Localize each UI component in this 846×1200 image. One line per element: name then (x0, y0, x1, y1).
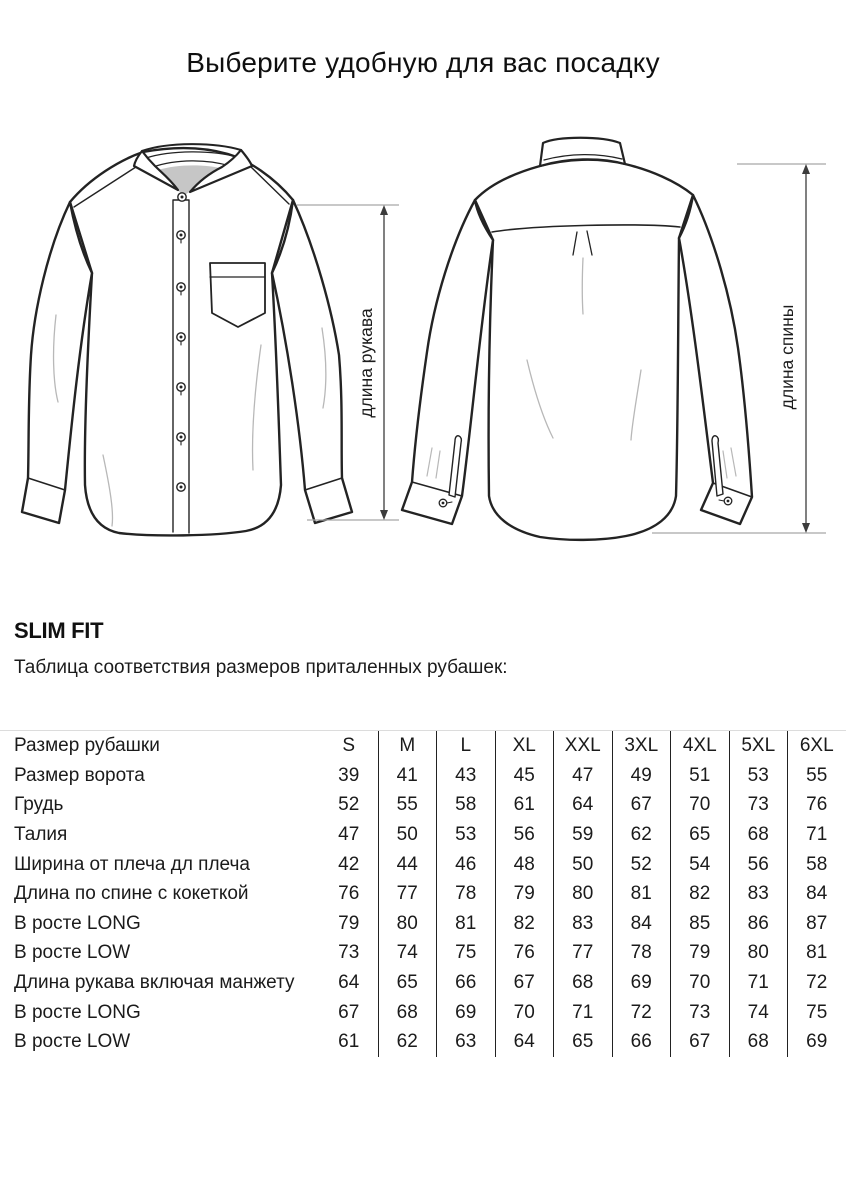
row-label: Ширина от плеча дл плеча (14, 853, 250, 875)
value-cell: 67 (671, 1027, 730, 1057)
value-cell: 74 (729, 997, 788, 1027)
value-cell: 53 (437, 820, 496, 850)
value-cell: 83 (554, 909, 613, 939)
value-cell: 45 (495, 761, 554, 791)
table-row (14, 879, 846, 909)
value-cell: 55 (788, 761, 846, 791)
row-label: Размер рубашки (14, 735, 160, 757)
value-cell: 70 (671, 968, 730, 998)
value-cell: 43 (437, 761, 496, 791)
value-cell: 50 (554, 849, 613, 879)
value-cell: 67 (495, 968, 554, 998)
table-row (14, 820, 846, 850)
value-cell: 82 (671, 879, 730, 909)
value-cell: 79 (338, 912, 360, 934)
value-cell: 56 (729, 849, 788, 879)
value-cell: 83 (729, 879, 788, 909)
value-cell: 75 (788, 997, 846, 1027)
value-cell: 67 (612, 790, 671, 820)
value-cell: 70 (495, 997, 554, 1027)
value-cell: 39 (338, 764, 360, 786)
value-cell: 73 (729, 790, 788, 820)
value-cell: 55 (378, 790, 437, 820)
shirt-back-drawing (402, 138, 752, 540)
sleeve-length-arrow (380, 205, 388, 520)
value-cell: 77 (554, 938, 613, 968)
size-header-cell: M (378, 731, 437, 761)
row-label: В росте LONG (14, 912, 141, 934)
value-cell: 81 (612, 879, 671, 909)
value-cell: 82 (495, 909, 554, 939)
row-label: Талия (14, 824, 68, 846)
size-header-cell: 5XL (729, 731, 788, 761)
value-cell: 78 (612, 938, 671, 968)
value-cell: 58 (437, 790, 496, 820)
size-header-cell: XXL (554, 731, 613, 761)
value-cell: 84 (612, 909, 671, 939)
row-label: Грудь (14, 794, 64, 816)
value-cell: 80 (729, 938, 788, 968)
value-cell: 68 (378, 997, 437, 1027)
value-cell: 66 (612, 1027, 671, 1057)
value-cell: 73 (671, 997, 730, 1027)
value-cell: 79 (671, 938, 730, 968)
value-cell: 62 (612, 820, 671, 850)
row-label: Размер ворота (14, 764, 145, 786)
value-cell: 76 (788, 790, 846, 820)
value-cell: 69 (788, 1027, 846, 1057)
table-row (14, 761, 846, 791)
value-cell: 56 (495, 820, 554, 850)
value-cell: 87 (788, 909, 846, 939)
value-cell: 62 (378, 1027, 437, 1057)
size-header-cell: L (437, 731, 496, 761)
value-cell: 85 (671, 909, 730, 939)
value-cell: 50 (378, 820, 437, 850)
value-cell: 48 (495, 849, 554, 879)
value-cell: 47 (338, 824, 360, 846)
back-length-label: длина спины (777, 304, 797, 410)
value-cell: 51 (671, 761, 730, 791)
value-cell: 71 (554, 997, 613, 1027)
value-cell: 41 (378, 761, 437, 791)
table-row (14, 790, 846, 820)
size-header-cell: 6XL (788, 731, 846, 761)
value-cell: 61 (495, 790, 554, 820)
table-row (14, 909, 846, 939)
value-cell: 54 (671, 849, 730, 879)
value-cell: 65 (671, 820, 730, 850)
value-cell: 74 (378, 938, 437, 968)
row-label: Длина рукава включая манжету (14, 972, 295, 994)
value-cell: 68 (729, 820, 788, 850)
value-cell: 65 (554, 1027, 613, 1057)
value-cell: 52 (612, 849, 671, 879)
table-row (14, 731, 846, 761)
value-cell: 76 (495, 938, 554, 968)
table-row (14, 997, 846, 1027)
value-cell: 72 (612, 997, 671, 1027)
value-cell: 47 (554, 761, 613, 791)
value-cell: 52 (338, 794, 360, 816)
shirt-diagram (0, 130, 846, 600)
row-label: В росте LONG (14, 1001, 141, 1023)
value-cell: 81 (437, 909, 496, 939)
table-row (14, 968, 846, 998)
size-header-cell: 3XL (612, 731, 671, 761)
value-cell: 58 (788, 849, 846, 879)
size-table (14, 731, 846, 1057)
size-header-cell: 4XL (671, 731, 730, 761)
value-cell: 68 (729, 1027, 788, 1057)
value-cell: 73 (338, 942, 360, 964)
value-cell: 79 (495, 879, 554, 909)
value-cell: 49 (612, 761, 671, 791)
value-cell: 42 (338, 853, 360, 875)
row-label: В росте LOW (14, 1031, 131, 1053)
page-title: Выберите удобную для вас посадку (186, 47, 660, 78)
value-cell: 53 (729, 761, 788, 791)
value-cell: 71 (788, 820, 846, 850)
value-cell: 44 (378, 849, 437, 879)
fit-subtitle: Таблица соответствия размеров приталенных рубашек: (14, 657, 508, 678)
value-cell: 46 (437, 849, 496, 879)
value-cell: 81 (788, 938, 846, 968)
value-cell: 64 (554, 790, 613, 820)
size-header-cell: S (342, 735, 356, 757)
value-cell: 68 (554, 968, 613, 998)
value-cell: 69 (437, 997, 496, 1027)
value-cell: 63 (437, 1027, 496, 1057)
row-label: В росте LOW (14, 942, 131, 964)
table-row (14, 938, 846, 968)
value-cell: 80 (378, 909, 437, 939)
shirt-front-drawing (22, 144, 352, 535)
value-cell: 69 (612, 968, 671, 998)
value-cell: 66 (437, 968, 496, 998)
value-cell: 61 (338, 1031, 360, 1053)
value-cell: 59 (554, 820, 613, 850)
back-length-arrow (802, 164, 810, 533)
value-cell: 78 (437, 879, 496, 909)
value-cell: 64 (338, 972, 360, 994)
value-cell: 75 (437, 938, 496, 968)
value-cell: 65 (378, 968, 437, 998)
value-cell: 77 (378, 879, 437, 909)
value-cell: 70 (671, 790, 730, 820)
sleeve-length-label: длина рукава (356, 308, 376, 418)
value-cell: 84 (788, 879, 846, 909)
table-row (14, 1027, 846, 1057)
value-cell: 72 (788, 968, 846, 998)
value-cell: 86 (729, 909, 788, 939)
value-cell: 76 (338, 883, 360, 905)
row-label: Длина по спине с кокеткой (14, 883, 249, 905)
value-cell: 67 (338, 1001, 360, 1023)
value-cell: 71 (729, 968, 788, 998)
fit-heading: SLIM FIT (14, 618, 104, 643)
table-row (14, 849, 846, 879)
size-header-cell: XL (495, 731, 554, 761)
value-cell: 80 (554, 879, 613, 909)
value-cell: 64 (495, 1027, 554, 1057)
